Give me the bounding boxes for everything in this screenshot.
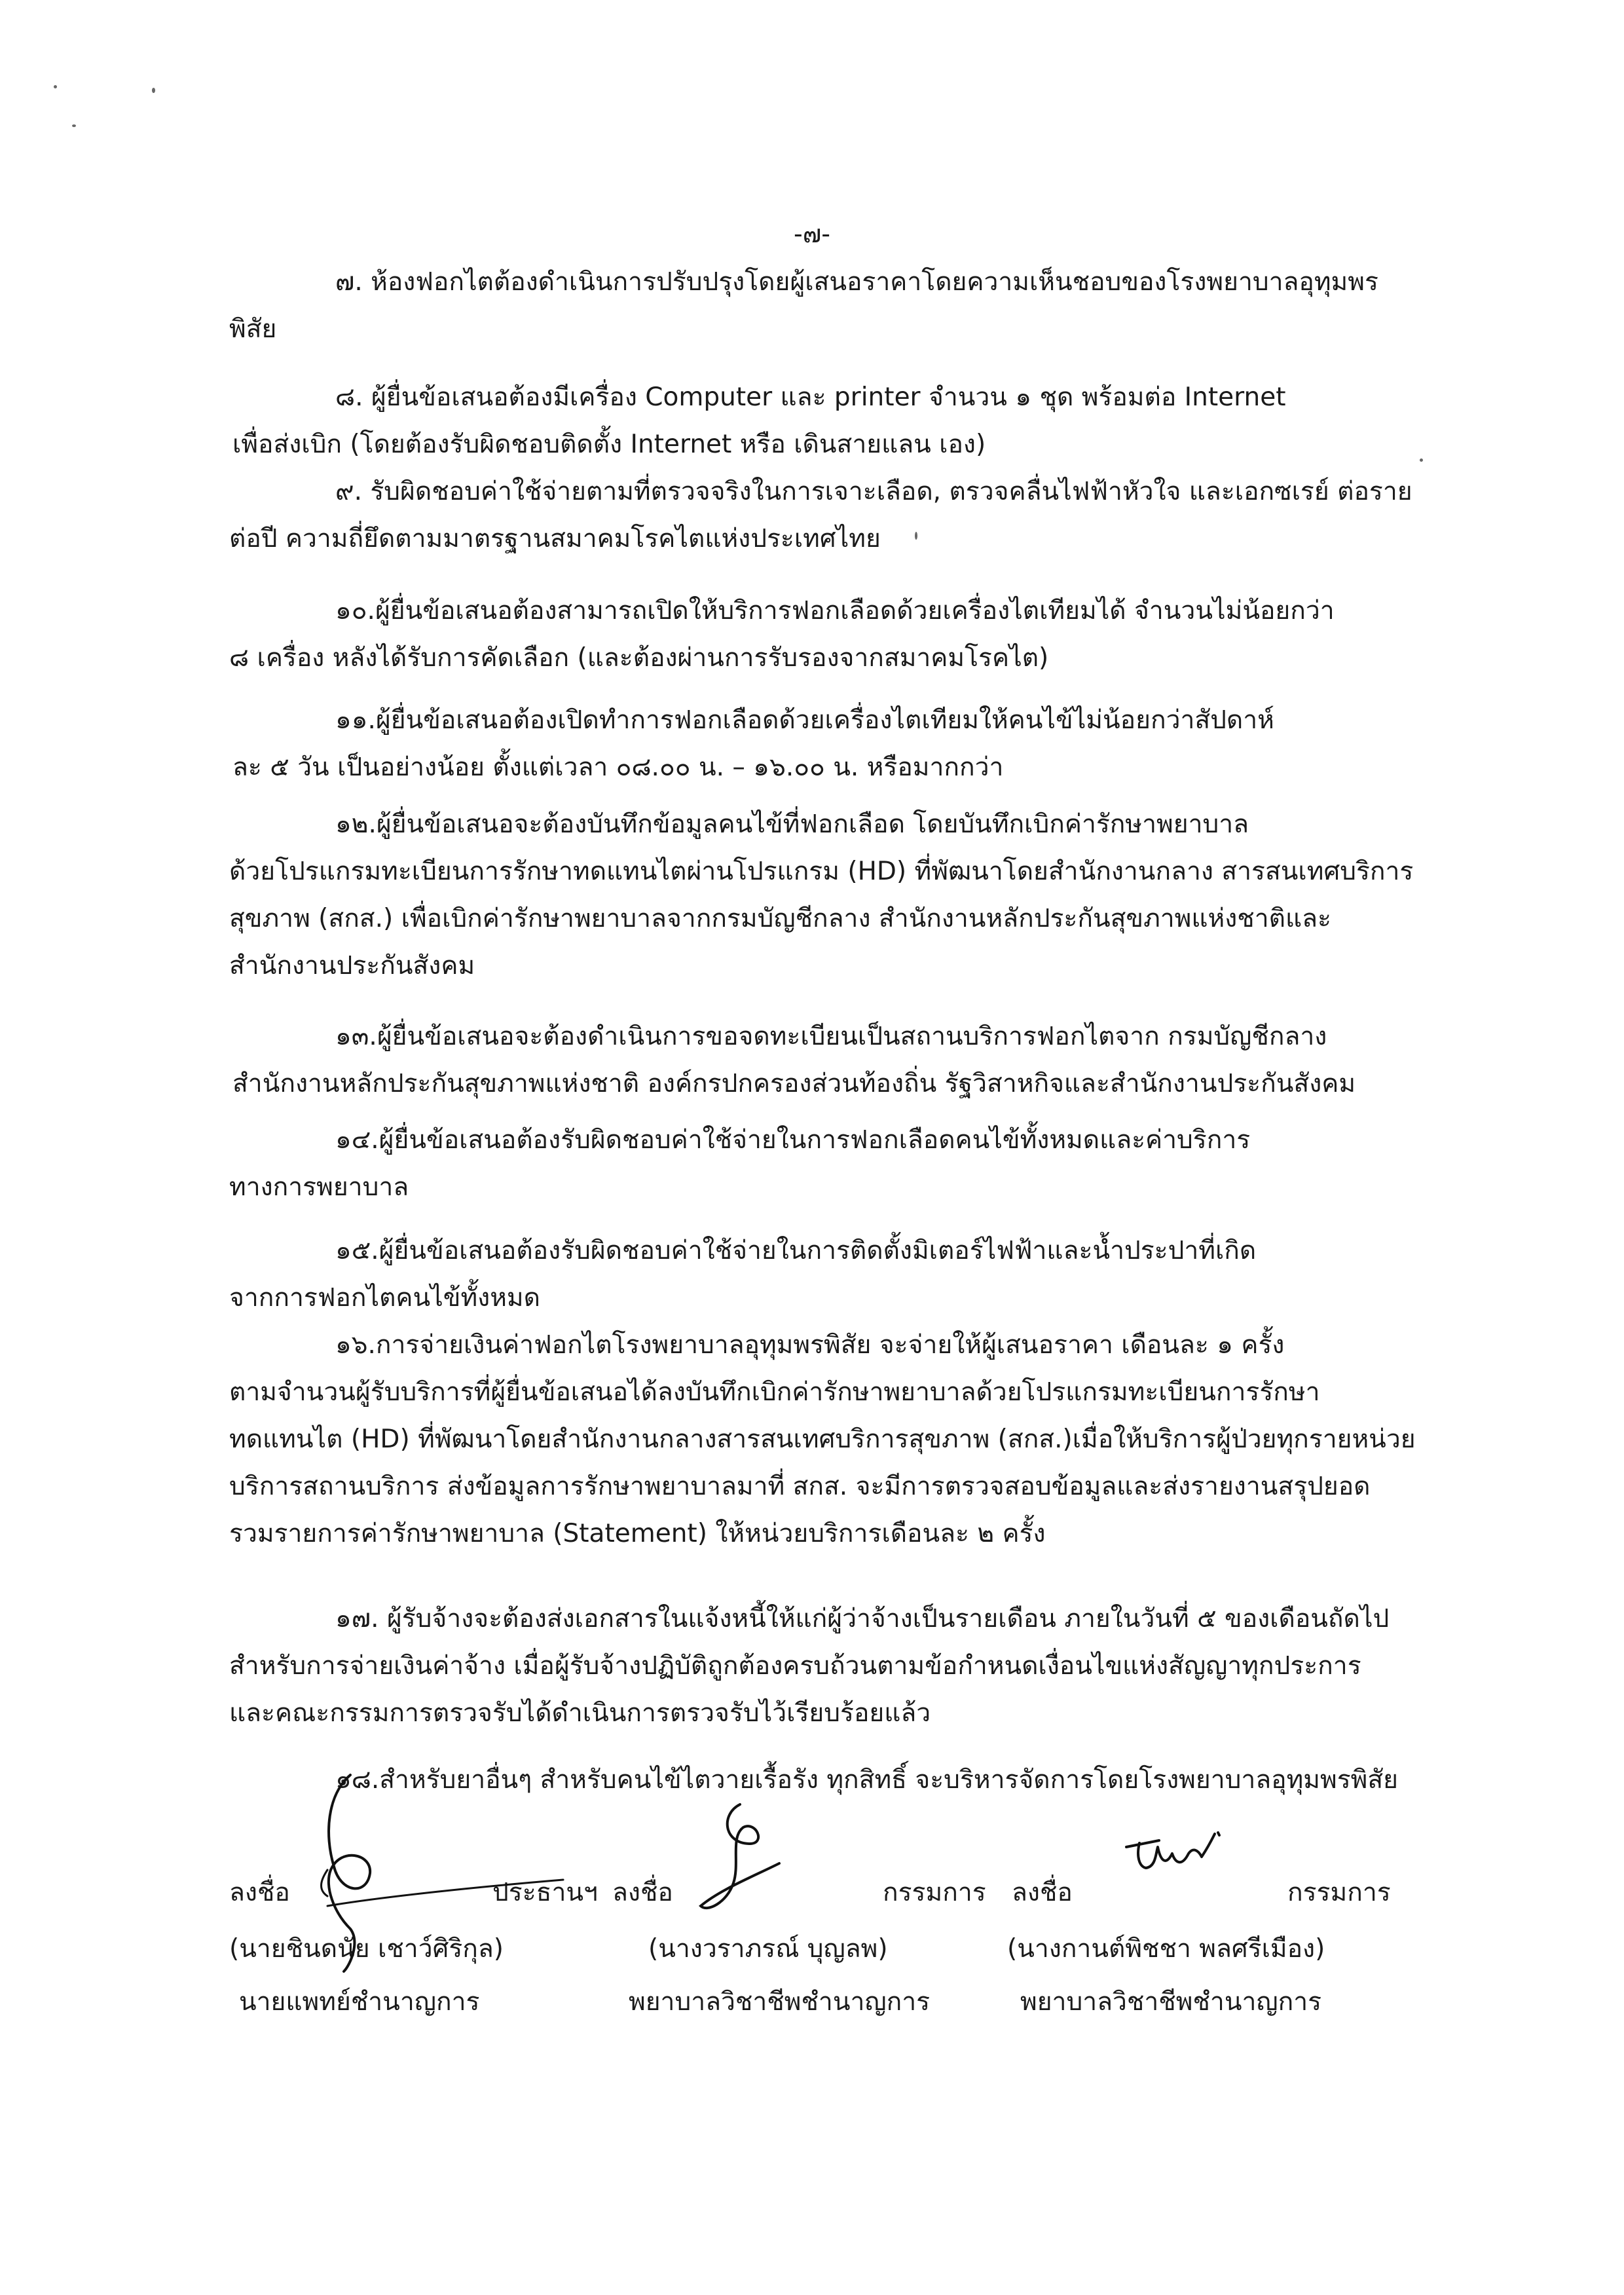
paragraph-continuation-line: สำหรับการจ่ายเงินค่าจ้าง เมื่อผู้รับจ้างปฏิบัติถูกต้องครบถ้วนตามข้อกำหนดเงื่อนไขแห่งสัญญาทุกประการ: [229, 1651, 1361, 1681]
paragraph-first-line: ๑๓.ผู้ยื่นข้อเสนอจะต้องดำเนินการขอจดทะเบียนเป็นสถานบริการฟอกไตจาก กรมบัญชีกลาง: [335, 1022, 1327, 1051]
paragraph-continuation-line: ละ ๕ วัน เป็นอย่างน้อย ตั้งแต่เวลา ๐๘.๐๐ น. – ๑๖.๐๐ น. หรือมากกว่า: [232, 753, 1004, 782]
paragraph-first-line: ๑๗. ผู้รับจ้างจะต้องส่งเอกสารในแจ้งหนี้ให้แก่ผู้ว่าจ้างเป็นรายเดือน ภายในวันที่ ๕ ของเดือนถัดไป: [335, 1604, 1390, 1633]
paragraph-continuation-line: และคณะกรรมการตรวจรับได้ดำเนินการตรวจรับไว้เรียบร้อยแล้ว: [229, 1698, 931, 1728]
paragraph-first-line: ๘. ผู้ยื่นข้อเสนอต้องมีเครื่อง Computer และ printer จำนวน ๑ ชุด พร้อมต่อ Internet: [335, 382, 1286, 412]
page-number: -๗-: [794, 219, 830, 248]
paragraph-continuation-line: ด้วยโปรแกรมทะเบียนการรักษาทดแทนไตผ่านโปรแกรม (HD) ที่พัฒนาโดยสำนักงานกลาง สารสนเทศบริการ: [229, 857, 1414, 886]
paragraph-first-line: ๑๕.ผู้ยื่นข้อเสนอต้องรับผิดชอบค่าใช้จ่ายในการติดตั้งมิเตอร์ไฟฟ้าและน้ำประปาที่เกิด: [335, 1236, 1257, 1265]
chair-title: นายแพทย์ชำนาญการ: [239, 1987, 480, 2017]
paragraph-first-line: ๑๘.สำหรับยาอื่นๆ สำหรับคนไข้ไตวายเรื้อรัง ทุกสิทธิ์ จะบริหารจัดการโดยโรงพยาบาลอุทุมพรพิสัย: [335, 1765, 1399, 1795]
sign-label-member1: ลงชื่อ: [612, 1878, 673, 1907]
paragraph-first-line: ๑๔.ผู้ยื่นข้อเสนอต้องรับผิดชอบค่าใช้จ่ายในการฟอกเลือดคนไข้ทั้งหมดและค่าบริการ: [335, 1125, 1251, 1155]
chair-role: ประธานฯ: [492, 1878, 598, 1907]
paragraph-continuation-line: เพื่อส่งเบิก (โดยต้องรับผิดชอบติดตั้ง Internet หรือ เดินสายแลน เอง): [232, 430, 986, 459]
paragraph-continuation-line: จากการฟอกไตคนไข้ทั้งหมด: [229, 1283, 540, 1313]
member1-name: (นางวราภรณ์ บุญลพ): [648, 1934, 888, 1964]
sign-label-member2: ลงชื่อ: [1012, 1878, 1073, 1907]
paragraph-continuation-line: ๘ เครื่อง หลังได้รับการคัดเลือก (และต้องผ่านการรับรองจากสมาคมโรคไต): [229, 643, 1049, 673]
paragraph-continuation-line: สำนักงานประกันสังคม: [229, 951, 475, 980]
member2-name: (นางกานต์พิชชา พลศรีเมือง): [1007, 1934, 1325, 1964]
member1-title: พยาบาลวิชาชีพชำนาญการ: [629, 1987, 931, 2017]
paragraph-first-line: ๙. รับผิดชอบค่าใช้จ่ายตามที่ตรวจจริงในการเจาะเลือด, ตรวจคลื่นไฟฟ้าหัวใจ และเอกซเรย์ ต่อราย: [335, 477, 1412, 506]
scan-speck: [72, 124, 76, 127]
member2-title: พยาบาลวิชาชีพชำนาญการ: [1020, 1987, 1322, 2017]
paragraph-continuation-line: บริการสถานบริการ ส่งข้อมูลการรักษาพยาบาลมาที่ สกส. จะมีการตรวจสอบข้อมูลและส่งรายงานสรุปยอด: [229, 1472, 1371, 1501]
paragraph-continuation-line: สำนักงานหลักประกันสุขภาพแห่งชาติ องค์กรปกครองส่วนท้องถิ่น รัฐวิสาหกิจและสำนักงานประกันสังคม: [232, 1069, 1356, 1098]
paragraph-first-line: ๑๐.ผู้ยื่นข้อเสนอต้องสามารถเปิดให้บริการฟอกเลือดด้วยเครื่องไตเทียมได้ จำนวนไม่น้อยกว่า: [335, 596, 1335, 625]
paragraph-first-line: ๑๒.ผู้ยื่นข้อเสนอจะต้องบันทึกข้อมูลคนไข้ที่ฟอกเลือด โดยบันทึกเบิกค่ารักษาพยาบาล: [335, 810, 1249, 839]
paragraph-continuation-line: พิสัย: [229, 314, 277, 344]
member2-role: กรรมการ: [1287, 1878, 1391, 1907]
paragraph-first-line: ๗. ห้องฟอกไตต้องดำเนินการปรับปรุงโดยผู้เสนอราคาโดยความเห็นชอบของโรงพยาบาลอุทุมพร: [335, 267, 1378, 297]
member1-role: กรรมการ: [883, 1878, 986, 1907]
scan-speck: [54, 85, 57, 88]
sign-label-chair: ลงชื่อ: [229, 1878, 290, 1907]
paragraph-continuation-line: รวมรายการค่ารักษาพยาบาล (Statement) ให้หน่วยบริการเดือนละ ๒ ครั้ง: [229, 1519, 1046, 1548]
paragraph-continuation-line: ต่อปี ความถี่ยึดตามมาตรฐานสมาคมโรคไตแห่งประเทศไทย: [229, 524, 881, 553]
paragraph-first-line: ๑๖.การจ่ายเงินค่าฟอกไตโรงพยาบาลอุทุมพรพิสัย จะจ่ายให้ผู้เสนอราคา เดือนละ ๑ ครั้ง: [335, 1330, 1285, 1360]
paragraph-continuation-line: ทดแทนไต (HD) ที่พัฒนาโดยสำนักงานกลางสารสนเทศบริการสุขภาพ (สกส.)เมื่อให้บริการผู้ป่วยทุกรายหน่วย: [229, 1425, 1416, 1454]
chair-name: (นายชินดนัย เชาว์ศิริกุล): [229, 1934, 504, 1964]
paragraph-continuation-line: ตามจำนวนผู้รับบริการที่ผู้ยื่นข้อเสนอได้ลงบันทึกเบิกค่ารักษาพยาบาลด้วยโปรแกรมทะเบียนการรักษา: [229, 1377, 1320, 1407]
scan-speck: [1420, 458, 1423, 462]
chair-signature: [288, 1755, 589, 1978]
member2-signature: [1120, 1827, 1251, 1886]
paragraph-continuation-line: ทางการพยาบาล: [229, 1172, 409, 1202]
paragraph-continuation-line: สุขภาพ (สกส.) เพื่อเบิกค่ารักษาพยาบาลจากกรมบัญชีกลาง สำนักงานหลักประกันสุขภาพแห่งชาติและ: [229, 904, 1331, 933]
scan-speck: [915, 532, 917, 540]
scan-speck: [152, 88, 155, 93]
paragraph-first-line: ๑๑.ผู้ยื่นข้อเสนอต้องเปิดทำการฟอกเลือดด้วยเครื่องไตเทียมให้คนไข้ไม่น้อยกว่าสัปดาห์: [335, 705, 1274, 735]
member1-signature: [694, 1798, 812, 1922]
